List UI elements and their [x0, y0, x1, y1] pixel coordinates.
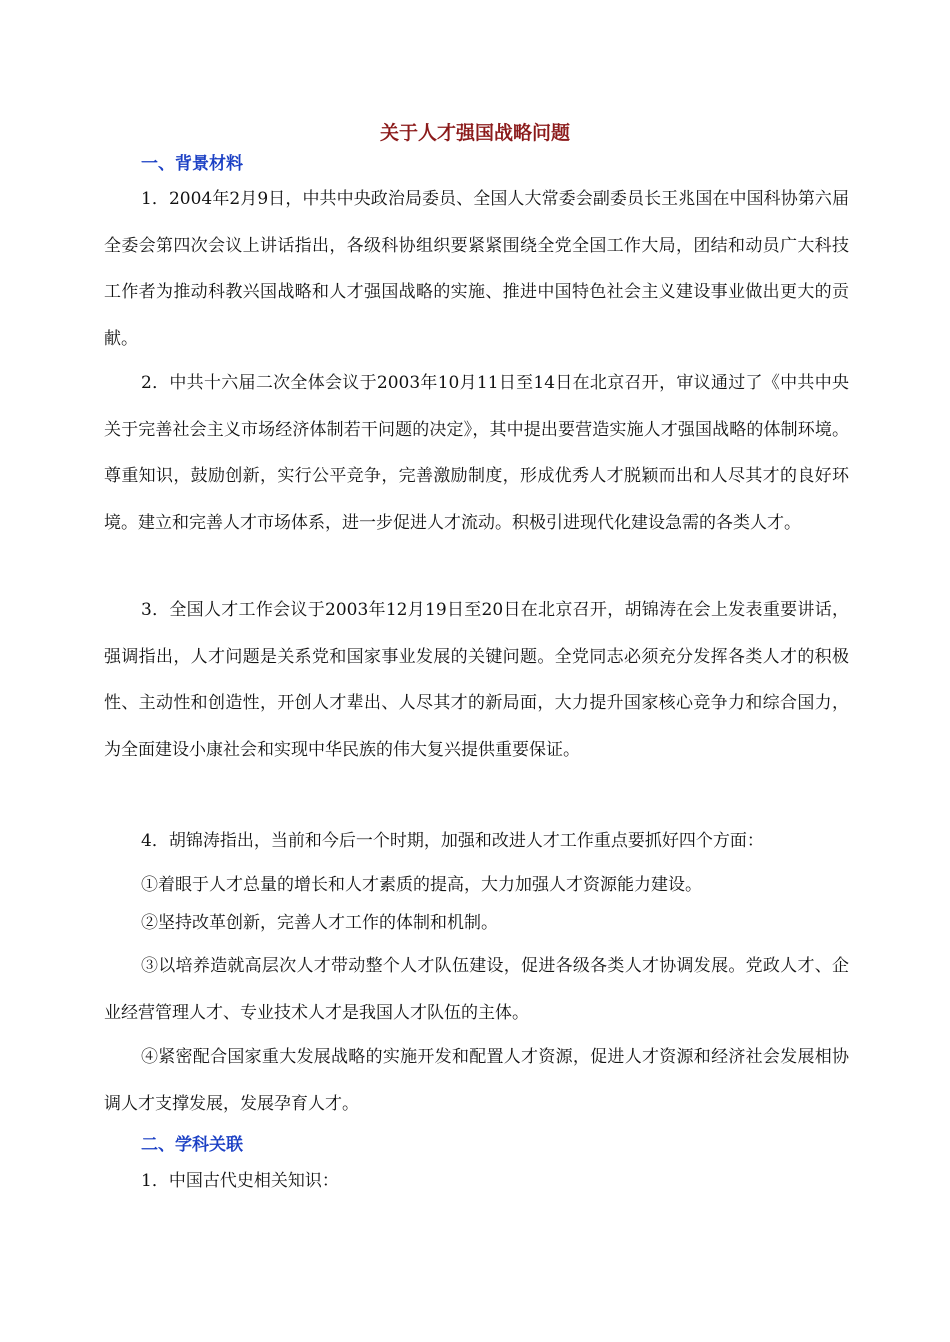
- section2-paragraph-1: 1．中国古代史相关知识：: [141, 1171, 339, 1191]
- section-heading-background: 一、背景材料: [141, 154, 243, 174]
- section-heading-disciplines: 二、学科关联: [141, 1135, 243, 1155]
- paragraph-1: 1．2004年2月9日，中共中央政治局委员、全国人大常委会副委员长王兆国在中国科协第六届全委会第四次会议上讲话指出，各级科协组织要紧紧围绕全党全国工作大局，团结和动员广大科技工作者为推动科教兴国战略和人才强国战略的实施、推进中国特色社会主义建设事业做出更大的贡献。: [104, 189, 849, 349]
- paragraph-4: 4．胡锦涛指出，当前和今后一个时期，加强和改进人才工作重点要抓好四个方面：: [141, 831, 764, 851]
- point-4: ④紧密配合国家重大发展战略的实施开发和配置人才资源，促进人才资源和经济社会发展相协调人才支撑发展，发展孕育人才。: [104, 1047, 849, 1114]
- point-1: ①着眼于人才总量的增长和人才素质的提高，大力加强人才资源能力建设。: [141, 875, 702, 895]
- paragraph-3: 3．全国人才工作会议于2003年12月19日至20日在北京召开，胡锦涛在会上发表重要讲话，强调指出，人才问题是关系党和国家事业发展的关键问题。全党同志必须充分发挥各类人才的积极性、主动性和创造性，开创人才辈出、人尽其才的新局面，大力提升国家核心竞争力和综合国力，为全面建设小康社会和实现中华民族的伟大复兴提供重要保证。: [104, 600, 849, 760]
- paragraph-2: 2．中共十六届二次全体会议于2003年10月11日至14日在北京召开，审议通过了《中共中央关于完善社会主义市场经济体制若干问题的决定》，其中提出要营造实施人才强国战略的体制环境。尊重知识，鼓励创新，实行公平竞争，完善激励制度，形成优秀人才脱颖而出和人尽其才的良好环境。建立和完善人才市场体系，进一步促进人才流动。积极引进现代化建设急需的各类人才。: [104, 373, 849, 533]
- point-2: ②坚持改革创新，完善人才工作的体制和机制。: [141, 913, 498, 933]
- point-3: ③以培养造就高层次人才带动整个人才队伍建设，促进各级各类人才协调发展。党政人才、企业经营管理人才、专业技术人才是我国人才队伍的主体。: [104, 956, 849, 1023]
- document-title: 关于人才强国战略问题: [379, 122, 570, 144]
